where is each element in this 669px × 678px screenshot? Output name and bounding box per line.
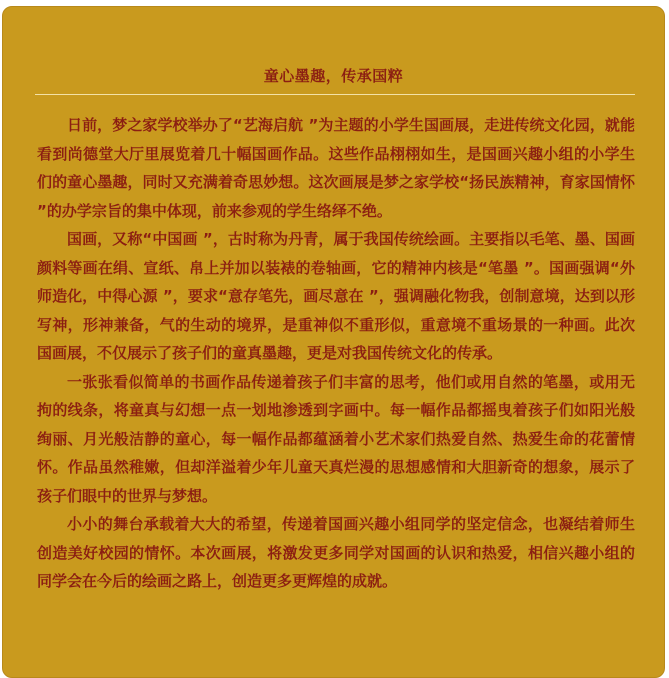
title-divider: [35, 94, 635, 95]
article-panel: [2, 6, 665, 678]
article-paragraph-4: 小小的舞台承载着大大的希望，传递着国画兴趣小组同学的坚定信念，也凝结着师生创造美好校园的情怀。本次画展，将激发更多同学对国画的认识和热爱，相信兴趣小组的同学会在今后的绘画之路上，创造更多更辉煌的成就。: [37, 515, 635, 590]
article-paragraph-2: 国画，又称“中国画 ”，古时称为丹青，属于我国传统绘画。主要指以毛笔、墨、国画颜料等画在绢、宣纸、帛上并加以装裱的卷轴画，它的精神内核是“笔墨 ”。国画强调“外师造化，中得心源 ”，要求“意存笔先，画尽意在 ”，强调融化物我，创制意境，达到以形写神，形神兼备，气的生动的境界，是重神似不重形似，重意境不重场景的一种画。此次国画展，不仅展示了孩子们的童真墨趣，更是对我国传统文化的传承。: [37, 230, 635, 362]
article-paragraph-1: 日前，梦之家学校举办了“艺海启航 ”为主题的小学生国画展，走进传统文化园，就能看到尚德堂大厅里展览着几十幅国画作品。这些作品栩栩如生，是国画兴趣小组的小学生们的童心墨趣，同时又充满着奇思妙想。这次画展是梦之家学校“扬民族精神，育家国情怀 ”的办学宗旨的集中体现，前来参观的学生络绎不绝。: [37, 116, 635, 220]
article-title: 童心墨趣，传承国粹: [263, 67, 404, 85]
article-body: [37, 111, 635, 596]
article-paragraph-3: 一张张看似简单的书画作品传递着孩子们丰富的思考，他们或用自然的笔墨，或用无拘的线条，将童真与幻想一点一划地渗透到字画中。每一幅作品都摇曳着孩子们如阳光般绚丽、月光般洁静的童心，每一幅作品都蕴涵着小艺术家们热爱自然、热爱生命的花蕾情怀。作品虽然稚嫩，但却洋溢着少年儿童天真烂漫的思想感情和大胆新奇的想象，展示了孩子们眼中的世界与梦想。: [37, 372, 635, 505]
